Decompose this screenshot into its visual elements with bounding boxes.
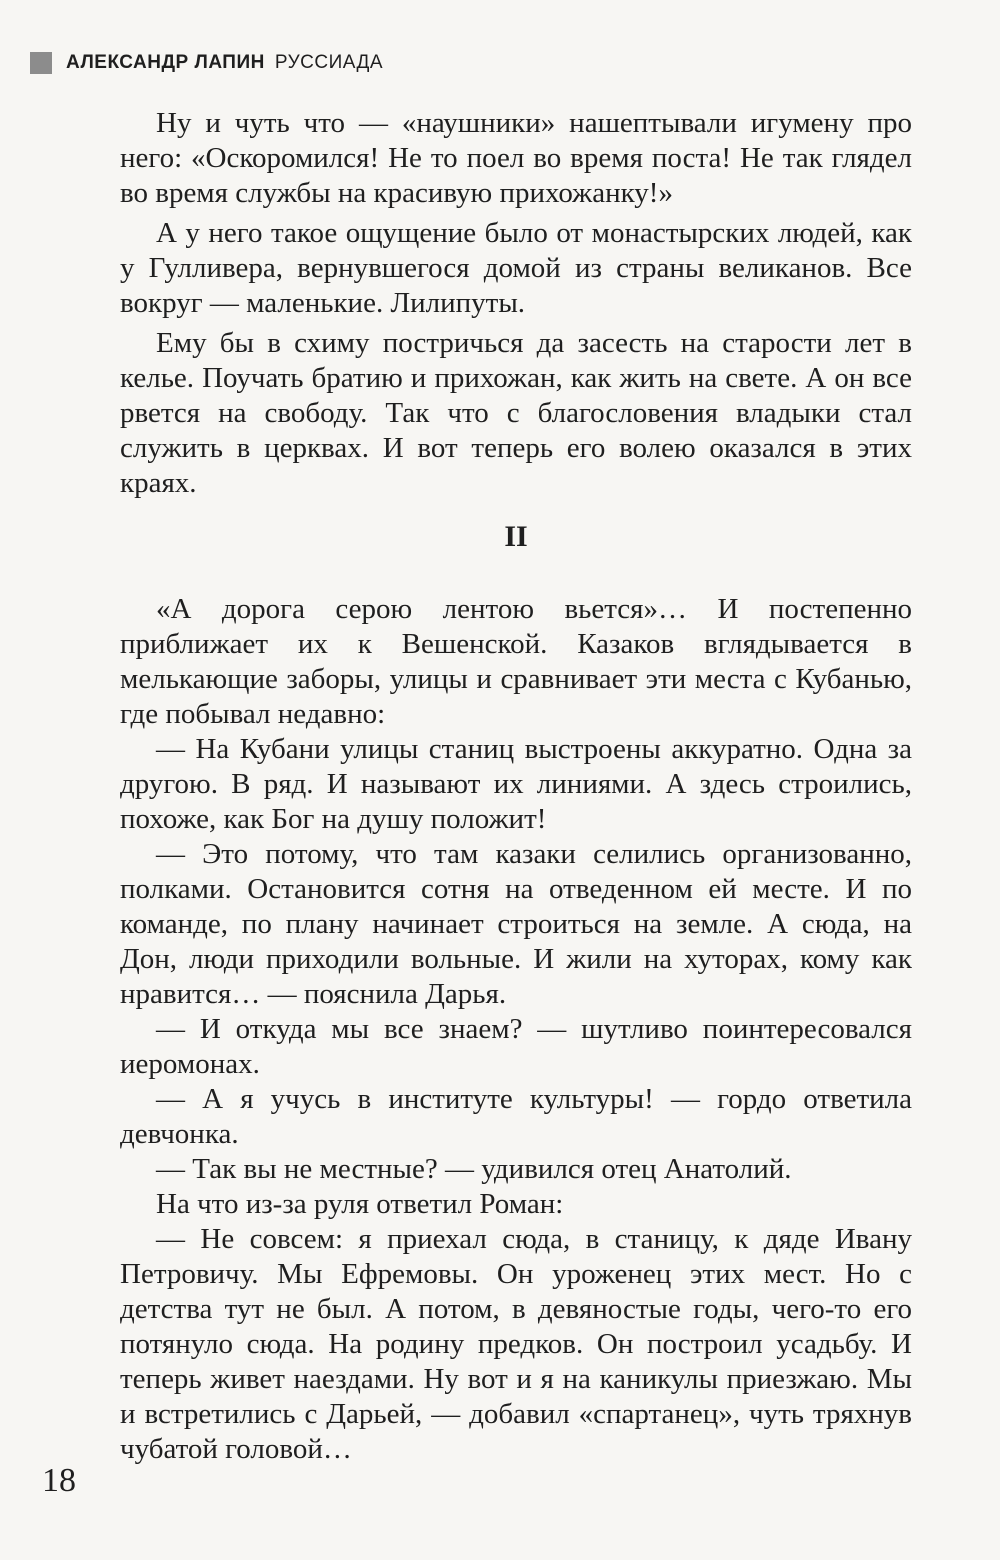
paragraph: Ему бы в схиму постричься да засесть на старости лет в келье. Поучать братию и прихожан, как жить на свете. А он все рвется на свободу. Так что с благословения владыки стал служить в церквах. И вот теперь его волею оказался в этих краях. xyxy=(120,327,912,499)
paragraph: — И откуда мы все знаем? — шутливо поинтересовался иеромонах. xyxy=(120,1013,912,1080)
paragraph: «А дорога серою лентою вьется»… И постепенно приближает их к Вешенской. Казаков вглядывается в мелькающие заборы, улицы и сравнивает эти места с Кубанью, где побывал недавно: xyxy=(120,593,912,730)
header-square-icon xyxy=(30,52,52,74)
section-1-text xyxy=(120,106,912,506)
paragraph: А у него такое ощущение было от монастырских людей, как у Гулливера, вернувшегося домой из страны великанов. Все вокруг — маленькие. Лилипуты. xyxy=(120,217,912,319)
paragraph: Ну и чуть что — «наушники» нашептывали игумену про него: «Оскоромился! Не то поел во время поста! Не так глядел во время службы на красивую прихожанку!» xyxy=(120,107,912,209)
paragraph: На что из-за руля ответил Роман: xyxy=(156,1188,564,1220)
paragraph: — Это потому, что там казаки селились организованно, полками. Остановится сотня на отведенном ей месте. И по команде, по плану начинает строиться на земле. А сюда, на Дон, люди приходили вольные. И жили на хуторах, кому как нравится… — пояснила Дарья. xyxy=(120,838,912,1010)
chapter-heading: II xyxy=(504,520,528,553)
paragraph: — На Кубани улицы станиц выстроены аккуратно. Одна за другою. В ряд. И называют их линиями. А здесь строились, похоже, как Бог на душу положит! xyxy=(120,733,912,835)
paragraph: — Не совсем: я приехал сюда, в станицу, к дяде Ивану Петровичу. Мы Ефремовы. Он уроженец этих мест. Но с детства тут не был. А потом, в девяностые годы, чего-то его потянуло сюда. На родину предков. Он построил усадьбу. И теперь живет наездами. Ну вот и я на каникулы приезжаю. Мы и встретились с Дарьей, — добавил «спартанец», чуть тряхнув чубатой головой… xyxy=(120,1223,912,1465)
page-number: 18 xyxy=(42,1462,76,1499)
header-author: АЛЕКСАНДР ЛАПИН xyxy=(66,52,265,73)
running-header xyxy=(30,52,383,74)
header-book-title: РУССИАДА xyxy=(274,52,384,73)
section-2-text xyxy=(120,592,912,1467)
paragraph: — Так вы не местные? — удивился отец Анатолий. xyxy=(156,1153,792,1185)
paragraph: — А я учусь в институте культуры! — гордо ответила девчонка. xyxy=(120,1083,912,1150)
